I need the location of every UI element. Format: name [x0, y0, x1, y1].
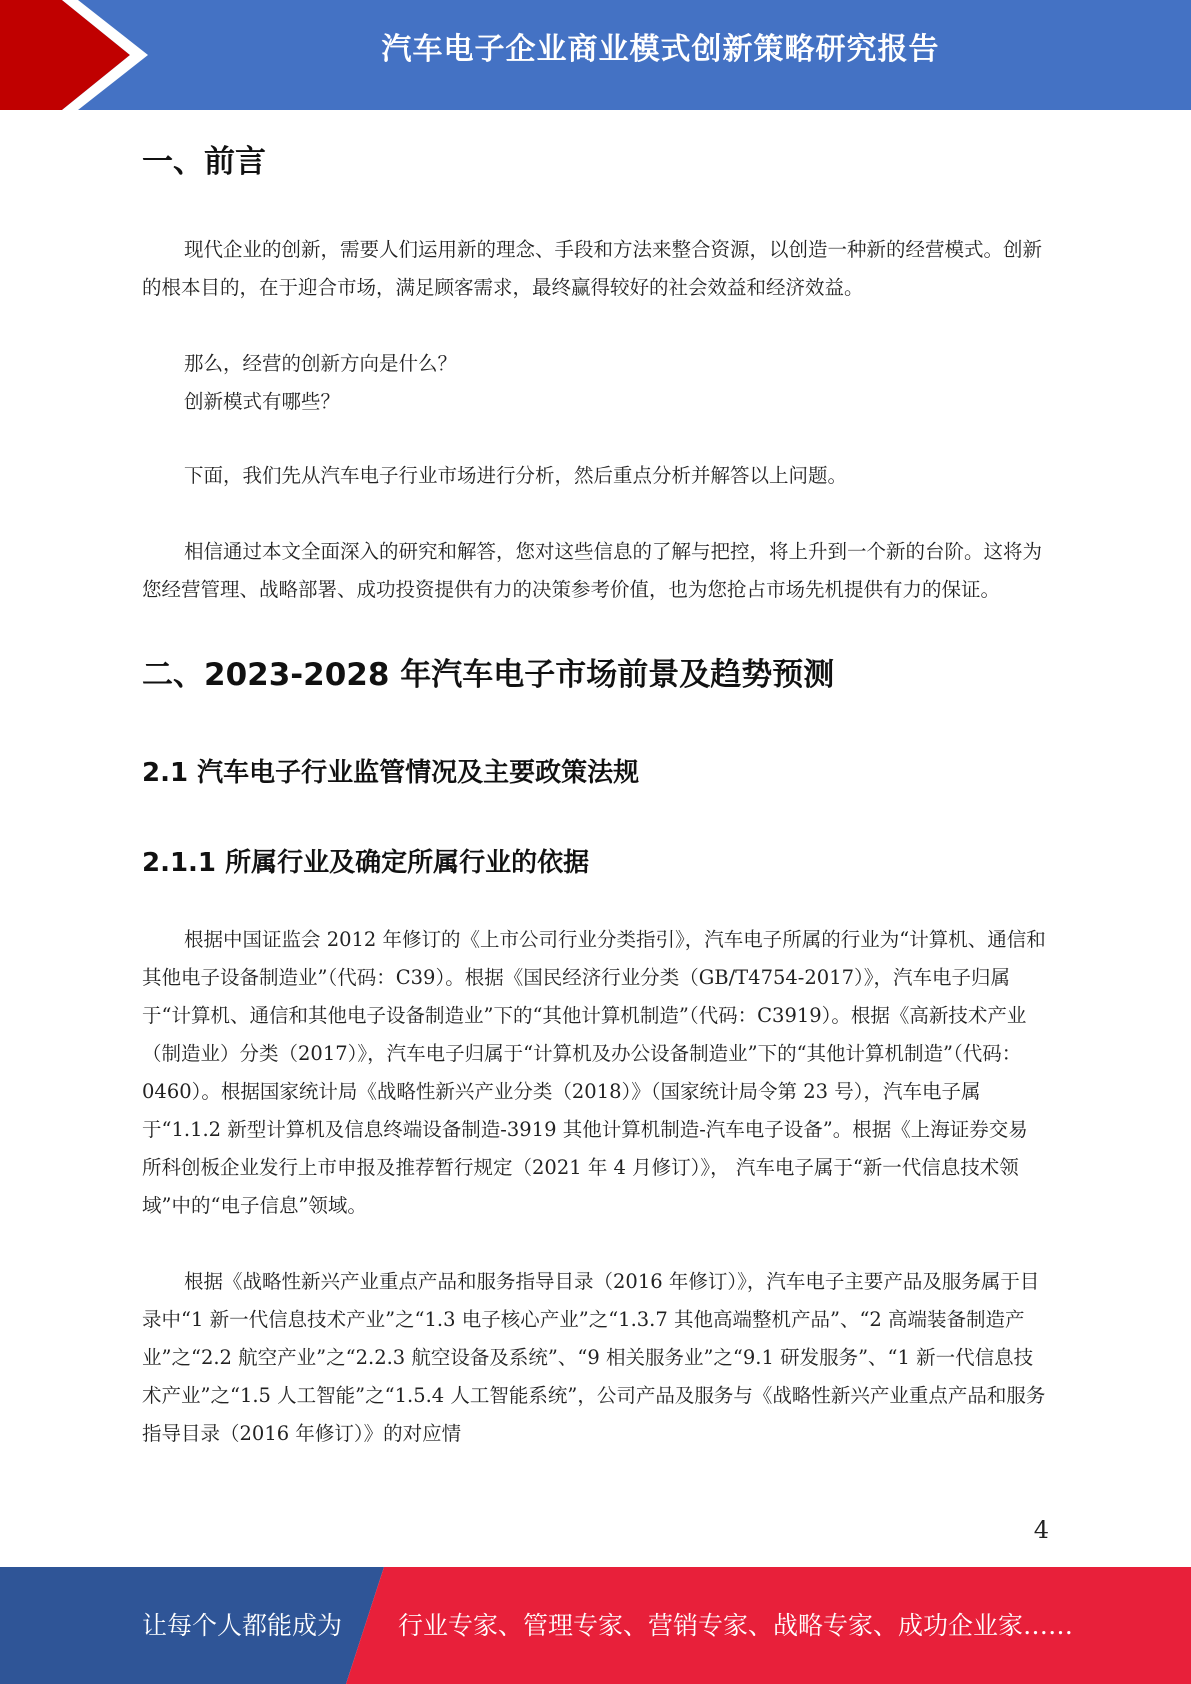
paragraph: 现代企业的创新，需要人们运用新的理念、手段和方法来整合资源，以创造一种新的经营模式。创新的根本目的，在于迎合市场，满足顾客需求，最终赢得较好的社会效益和经济效益。: [142, 238, 1043, 300]
subsection-heading-industry: 2.1.1 所属行业及确定所属行业的依据: [142, 847, 590, 878]
section-heading-preface: 一、前言: [142, 144, 266, 180]
paragraph: 根据中国证监会 2012 年修订的《上市公司行业分类指引》，汽车电子所属的行业为“计算机、通信和其他电子设备制造业”（代码：C39）。根据《国民经济行业分类（GB/T4754-2017）》，汽车电子归属于“计算机、通信和其他电子设备制造业”下的“其他计算机制造”（代码：C3919）。根据《高新技术产业（制造业）分类（2017）》，汽车电子归属于“计算机及办公设备制造业”下的“其他计算机制造”（代码：0460）。根据国家统计局《战略性新兴产业分类（2018）》（国家统计局令第 23 号），汽车电子属于“1.1.2 新型计算机及信息终端设备制造-3919 其他计算机制造-汽车电子设备”。根据《上海证券交易所科创板企业发行上市申报及推荐暂行规定（2021 年 4 月修订）》， 汽车电子属于“新一代信息技术领域”中的“电子信息”领域。: [142, 927, 1046, 1217]
subsection-heading-regulation: 2.1 汽车电子行业监管情况及主要政策法规: [142, 758, 640, 789]
header-arrow-decoration: [0, 0, 160, 110]
page-header: [0, 0, 1191, 110]
footer-slogan-right: 行业专家、管理专家、营销专家、战略专家、成功企业家……: [398, 1611, 1074, 1640]
section-heading-forecast: 二、2023-2028 年汽车电子市场前景及趋势预测: [142, 657, 835, 694]
paragraph: 相信通过本文全面深入的研究和解答，您对这些信息的了解与把控，将上升到一个新的台阶。这将为您经营管理、战略部署、成功投资提供有力的决策参考价值，也为您抢占市场先机提供有力的保证。: [142, 540, 1043, 602]
report-title: 汽车电子企业商业模式创新策略研究报告: [381, 32, 940, 67]
paragraph: 下面，我们先从汽车电子行业市场进行分析，然后重点分析并解答以上问题。: [184, 464, 848, 488]
page-number: 4: [1033, 1516, 1049, 1544]
footer-slogan-left: 让每个人都能成为: [142, 1611, 343, 1640]
paragraph: 根据《战略性新兴产业重点产品和服务指导目录（2016 年修订）》，汽车电子主要产品及服务属于目录中“1 新一代信息技术产业”之“1.3 电子核心产业”之“1.3.7 其他高端整机产品”、“2 高端装备制造产业”之“2.2 航空产业”之“2.2.3 航空设备及系统”、“9 相关服务业”之“9.1 研发服务”、“1 新一代信息技术产业”之“1.5 人工智能”之“1.5.4 人工智能系统”，公司产品及服务与《战略性新兴产业重点产品和服务指导目录（2016 年修订）》的对应情: [142, 1269, 1046, 1445]
paragraph: 那么，经营的创新方向是什么？: [184, 352, 458, 376]
page-content: [142, 110, 1047, 1453]
paragraph: 创新模式有哪些？: [184, 390, 341, 414]
